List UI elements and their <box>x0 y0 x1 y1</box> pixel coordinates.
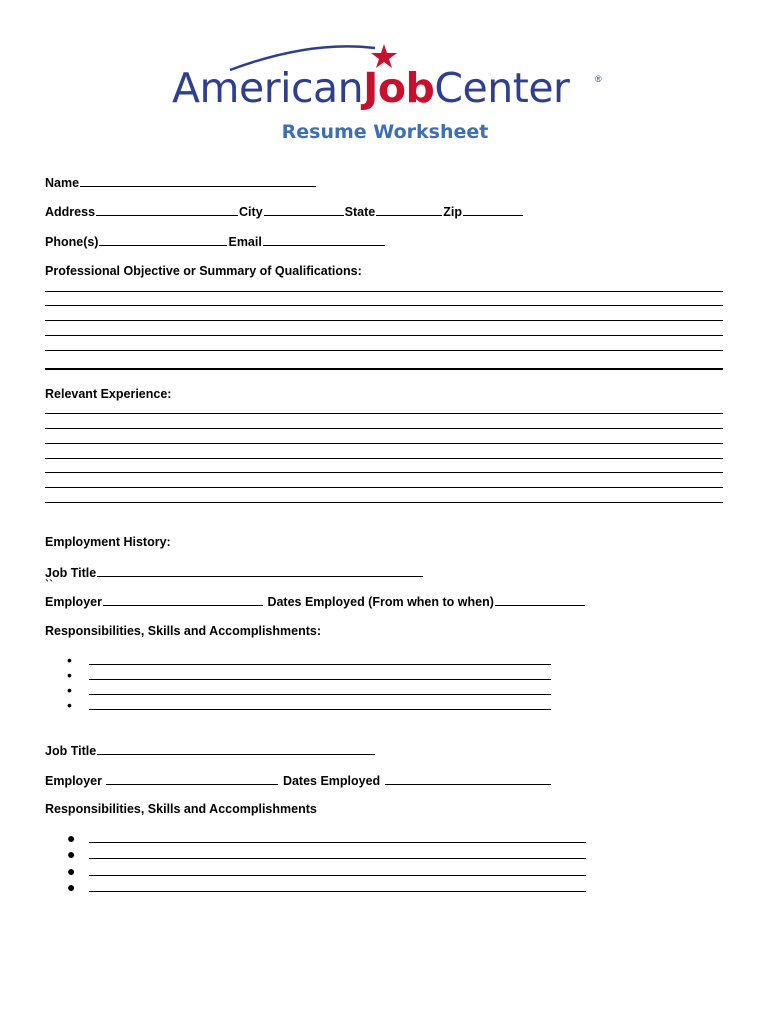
state-field[interactable] <box>376 204 442 216</box>
city-label: City <box>239 205 263 219</box>
experience-line[interactable] <box>45 413 723 414</box>
job1-employer-label: Employer <box>45 595 102 609</box>
bullet-icon: • <box>67 667 72 683</box>
stray-mark: `` <box>45 578 54 592</box>
job2-employer-field[interactable] <box>106 773 278 785</box>
experience-line[interactable] <box>45 472 723 473</box>
bullet-icon: ● <box>67 879 76 895</box>
job2-title-field[interactable] <box>97 743 375 755</box>
job2-title-row <box>45 743 376 758</box>
city-field[interactable] <box>264 204 344 216</box>
job1-responsibilities-heading: Responsibilities, Skills and Accomplishments: <box>45 624 321 638</box>
employment-heading: Employment History: <box>45 535 171 549</box>
objective-line[interactable] <box>45 305 723 306</box>
job1-bullet-line[interactable] <box>89 664 551 665</box>
address-field[interactable] <box>96 204 238 216</box>
job2-dates-label: Dates Employed <box>282 774 381 788</box>
logo-wordmark <box>172 64 570 112</box>
address-label: Address <box>45 205 96 219</box>
bullet-icon: ● <box>67 846 76 862</box>
job1-bullet-line[interactable] <box>89 709 551 710</box>
name-field[interactable] <box>80 175 316 187</box>
american-job-center-logo <box>170 40 610 112</box>
objective-line[interactable] <box>45 291 723 292</box>
bullet-icon: • <box>67 652 72 668</box>
name-row <box>45 175 317 190</box>
experience-line[interactable] <box>45 428 723 429</box>
objective-line[interactable] <box>45 320 723 321</box>
logo-part-center: Center <box>434 64 570 112</box>
experience-line[interactable] <box>45 458 723 459</box>
job1-bullet-line[interactable] <box>89 694 551 695</box>
experience-heading: Relevant Experience: <box>45 387 172 401</box>
job1-dates-label: Dates Employed (From when to when) <box>267 595 494 609</box>
job1-dates-field[interactable] <box>495 594 585 606</box>
registered-mark: ® <box>595 74 602 84</box>
job1-employer-row <box>45 594 586 609</box>
bullet-icon: • <box>67 682 72 698</box>
phone-field[interactable] <box>99 234 227 246</box>
phone-label: Phone(s) <box>45 235 99 249</box>
job1-title-row <box>45 565 424 580</box>
job1-employer-field[interactable] <box>103 594 263 606</box>
job2-bullet-line[interactable] <box>89 858 586 859</box>
zip-field[interactable] <box>463 204 523 216</box>
experience-line[interactable] <box>45 502 723 503</box>
job2-title-label: Job Title <box>45 744 97 758</box>
phone-row <box>45 234 386 249</box>
bullet-icon: ● <box>67 863 76 879</box>
job2-employer-row <box>45 773 552 788</box>
job2-dates-field[interactable] <box>385 773 551 785</box>
address-row <box>45 204 524 219</box>
job2-bullet-line[interactable] <box>89 875 586 876</box>
objective-line[interactable] <box>45 350 723 351</box>
job2-bullet-line[interactable] <box>89 842 586 843</box>
job1-title-label: Job Title <box>45 566 97 580</box>
job2-bullet-line[interactable] <box>89 891 586 892</box>
bullet-icon: • <box>67 697 72 713</box>
objective-heading: Professional Objective or Summary of Qualifications: <box>45 264 362 278</box>
section-divider <box>45 368 723 370</box>
state-label: State <box>344 205 376 219</box>
logo-part-job: Job <box>363 64 435 112</box>
job2-employer-label: Employer <box>45 774 102 788</box>
objective-line[interactable] <box>45 335 723 336</box>
logo-part-american: American <box>172 64 364 112</box>
job1-bullet-line[interactable] <box>89 679 551 680</box>
name-label: Name <box>45 176 80 190</box>
bullet-icon: ● <box>67 830 76 846</box>
experience-line[interactable] <box>45 487 723 488</box>
email-field[interactable] <box>263 234 385 246</box>
job1-title-field[interactable] <box>97 565 423 577</box>
experience-line[interactable] <box>45 443 723 444</box>
page-title: Resume Worksheet <box>281 121 489 143</box>
zip-label: Zip <box>443 205 462 219</box>
job2-responsibilities-heading: Responsibilities, Skills and Accomplishments <box>45 802 317 816</box>
email-label: Email <box>228 235 262 249</box>
